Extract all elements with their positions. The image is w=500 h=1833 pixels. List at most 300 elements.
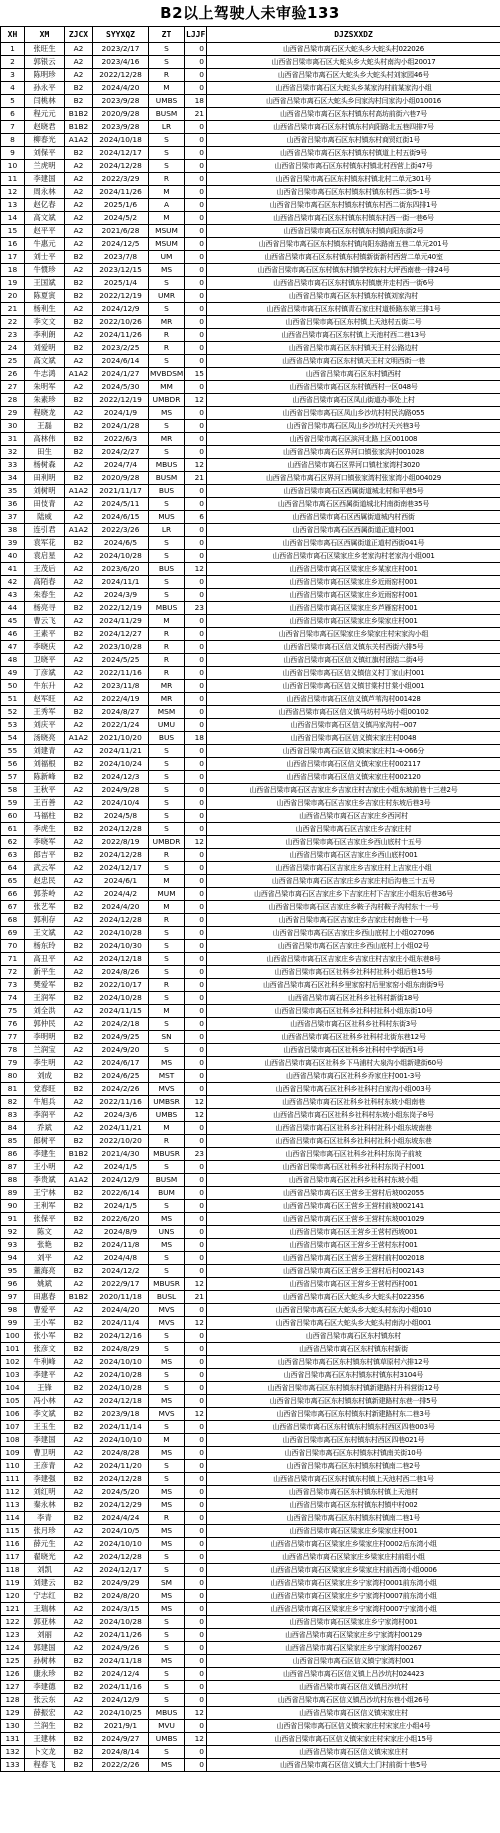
license-class-cell: A2 (65, 381, 93, 394)
points-cell: 0 (185, 823, 207, 836)
validity-date-cell: 2022/8/19 (93, 836, 149, 849)
driver-name-cell: 王素平 (25, 628, 65, 641)
validity-date-cell: 2022/12/19 (93, 602, 149, 615)
driver-name-cell: 孙树林 (25, 1655, 65, 1668)
driver-name-cell: 王文斌 (25, 927, 65, 940)
status-code-cell: S (149, 992, 185, 1005)
license-class-cell: A2 (65, 1525, 93, 1538)
validity-date-cell: 2024/9/28 (93, 784, 149, 797)
table-row (1, 771, 500, 784)
license-class-cell: A2 (65, 1356, 93, 1369)
status-code-cell: S (149, 277, 185, 290)
status-code-cell: M (149, 82, 185, 95)
row-index-cell: 93 (1, 1239, 25, 1252)
row-index-cell: 32 (1, 446, 25, 459)
license-class-cell: A2 (65, 225, 93, 238)
status-code-cell: S (149, 1330, 185, 1343)
driver-name-cell: 薛振宏 (25, 1707, 65, 1720)
driver-name-cell: 王利军 (25, 1200, 65, 1213)
table-row (1, 576, 500, 589)
status-code-cell: MVBDSM (149, 368, 185, 381)
license-class-cell: A2 (65, 1278, 93, 1291)
table-row (1, 1018, 500, 1031)
validity-date-cell: 2024/8/26 (93, 966, 149, 979)
status-code-cell: S (149, 1421, 185, 1434)
points-cell: 0 (185, 498, 207, 511)
validity-date-cell: 2024/12/28 (93, 849, 149, 862)
table-row (1, 1083, 500, 1096)
address-cell: 山西省吕梁市离石区东村镇东村镇道上村五街9号 (207, 147, 500, 160)
validity-date-cell: 2024/12/9 (93, 303, 149, 316)
row-index-cell: 54 (1, 732, 25, 745)
validity-date-cell: 2023/6/20 (93, 563, 149, 576)
validity-date-cell: 2024/10/28 (93, 1616, 149, 1629)
validity-date-cell: 2021/10/20 (93, 732, 149, 745)
row-index-cell: 57 (1, 771, 25, 784)
validity-date-cell: 2024/2/27 (93, 446, 149, 459)
license-class-cell: B2 (65, 1135, 93, 1148)
row-index-cell: 78 (1, 1044, 25, 1057)
driver-name-cell: 董海亮 (25, 1265, 65, 1278)
points-cell: 0 (185, 524, 207, 537)
driver-name-cell: 刘士平 (25, 251, 65, 264)
license-class-cell: B2 (65, 1408, 93, 1421)
status-code-cell: M (149, 1434, 185, 1447)
row-index-cell: 51 (1, 693, 25, 706)
points-cell: 0 (185, 1395, 207, 1408)
license-class-cell: B2 (65, 1187, 93, 1200)
address-cell: 山西省吕梁市离石区梁家庄乡梁家庄村前组小组 (207, 1551, 500, 1564)
driver-name-cell: 赵亿春 (25, 199, 65, 212)
points-cell: 0 (185, 862, 207, 875)
status-code-cell: MS (149, 1213, 185, 1226)
row-index-cell: 133 (1, 1759, 25, 1772)
points-cell: 0 (185, 1746, 207, 1759)
license-class-cell: A2 (65, 693, 93, 706)
points-cell: 0 (185, 1226, 207, 1239)
license-class-cell: A2 (65, 69, 93, 82)
license-class-cell: A2 (65, 1252, 93, 1265)
address-cell: 山西省吕梁市离石区吉家庄乡西山底村上小组02号 (207, 940, 500, 953)
points-cell: 0 (185, 914, 207, 927)
validity-date-cell: 2023/9/28 (93, 121, 149, 134)
address-cell: 山西省吕梁市离石区界河口镇杜家湾村3020 (207, 459, 500, 472)
table-row (1, 1330, 500, 1343)
validity-date-cell: 2024/11/26 (93, 186, 149, 199)
address-cell: 山西省吕梁市离石区东村镇东村镇东村西二街5-1号 (207, 186, 500, 199)
validity-date-cell: 2024/11/16 (93, 1681, 149, 1694)
license-class-cell: A2 (65, 654, 93, 667)
table-row (1, 1434, 500, 1447)
license-class-cell: B2 (65, 251, 93, 264)
points-cell: 23 (185, 602, 207, 615)
address-cell: 山西省吕梁市离石区社科乡社科村东坡小组 (207, 1174, 500, 1187)
table-row (1, 1564, 500, 1577)
points-cell: 0 (185, 69, 207, 82)
address-cell: 山西省吕梁市离石区东村镇东村镇东村西一街一巷6号 (207, 212, 500, 225)
status-code-cell: S (149, 1694, 185, 1707)
row-index-cell: 129 (1, 1707, 25, 1720)
driver-name-cell: 田惠春 (25, 1291, 65, 1304)
driver-name-cell: 李建平 (25, 1369, 65, 1382)
status-code-cell: S (149, 797, 185, 810)
table-row (1, 1200, 500, 1213)
points-cell: 0 (185, 628, 207, 641)
validity-date-cell: 2024/3/6 (93, 1109, 149, 1122)
table-row (1, 745, 500, 758)
points-cell: 0 (185, 1135, 207, 1148)
points-cell: 0 (185, 1525, 207, 1538)
table-row (1, 420, 500, 433)
license-class-cell: A2 (65, 784, 93, 797)
points-cell: 12 (185, 563, 207, 576)
points-cell: 0 (185, 1694, 207, 1707)
address-cell: 山西省吕梁市离石区梁家庄乡芦雁窑村001 (207, 602, 500, 615)
row-index-cell: 86 (1, 1148, 25, 1161)
driver-name-cell: 兰虎明 (25, 160, 65, 173)
driver-name-cell: 李建生 (25, 1148, 65, 1161)
status-code-cell: MBUS (149, 459, 185, 472)
validity-date-cell: 2024/1/5 (93, 1200, 149, 1213)
table-row (1, 43, 500, 56)
table-row (1, 1460, 500, 1473)
points-cell: 0 (185, 927, 207, 940)
validity-date-cell: 2020/11/18 (93, 1291, 149, 1304)
table-row (1, 1733, 500, 1746)
license-class-cell: A2 (65, 498, 93, 511)
status-code-cell: R (149, 69, 185, 82)
license-class-cell: A2 (65, 186, 93, 199)
license-class-cell: B2 (65, 316, 93, 329)
address-cell: 山西省吕梁市离石区东村镇东村镇向阳东街2号 (207, 225, 500, 238)
status-code-cell: S (149, 823, 185, 836)
table-row (1, 1642, 500, 1655)
driver-name-cell: 王瑞林 (25, 1603, 65, 1616)
license-class-cell: A2 (65, 1304, 93, 1317)
table-row (1, 1447, 500, 1460)
validity-date-cell: 2022/6/3 (93, 433, 149, 446)
table-row (1, 1395, 500, 1408)
license-class-cell: B2 (65, 992, 93, 1005)
driver-name-cell: 翟晓光 (25, 1551, 65, 1564)
validity-date-cell: 2024/4/20 (93, 901, 149, 914)
status-code-cell: S (149, 576, 185, 589)
status-code-cell: S (149, 446, 185, 459)
row-index-cell: 3 (1, 69, 25, 82)
validity-date-cell: 2024/8/28 (93, 1447, 149, 1460)
table-row (1, 342, 500, 355)
address-cell: 山西省吕梁市离石区信义镇宋家庄村宋家庄小组15号 (207, 1733, 500, 1746)
license-class-cell: B2 (65, 1746, 93, 1759)
license-class-cell: B2 (65, 1031, 93, 1044)
points-cell: 18 (185, 732, 207, 745)
address-cell: 山西省吕梁市离石区社科乡社科村东岗子村001 (207, 1161, 500, 1174)
address-cell: 山西省吕梁市离石区东村镇东村镇上天池村 (207, 1486, 500, 1499)
license-class-cell: A2 (65, 1044, 93, 1057)
table-row (1, 160, 500, 173)
status-code-cell: MM (149, 381, 185, 394)
license-class-cell: A2 (65, 1096, 93, 1109)
table-row (1, 394, 500, 407)
row-index-cell: 4 (1, 82, 25, 95)
points-cell: 0 (185, 446, 207, 459)
points-cell: 0 (185, 1447, 207, 1460)
validity-date-cell: 2024/12/16 (93, 1330, 149, 1343)
table-row (1, 290, 500, 303)
validity-date-cell: 2024/5/8 (93, 810, 149, 823)
status-code-cell: S (149, 1382, 185, 1395)
license-class-cell: A2 (65, 1486, 93, 1499)
driver-name-cell: 宁志红 (25, 1590, 65, 1603)
status-code-cell: R (149, 667, 185, 680)
validity-date-cell: 2025/1/6 (93, 199, 149, 212)
table-row (1, 1759, 500, 1772)
license-class-cell: A2 (65, 1694, 93, 1707)
row-index-cell: 126 (1, 1668, 25, 1681)
license-class-cell: A2 (65, 615, 93, 628)
driver-name-cell: 乔斌 (25, 1122, 65, 1135)
validity-date-cell: 2024/8/9 (93, 1226, 149, 1239)
driver-name-cell: 杨利生 (25, 303, 65, 316)
column-header: ZJCX (65, 27, 93, 43)
row-index-cell: 119 (1, 1577, 25, 1590)
driver-name-cell: 田伎青 (25, 498, 65, 511)
address-cell: 山西省吕梁市离石区社科乡社科村社科小组东街10号 (207, 1005, 500, 1018)
column-header: SYYXQZ (93, 27, 149, 43)
status-code-cell: R (149, 1135, 185, 1148)
license-class-cell: B1B2 (65, 1148, 93, 1161)
row-index-cell: 118 (1, 1564, 25, 1577)
row-index-cell: 125 (1, 1655, 25, 1668)
status-code-cell: S (149, 810, 185, 823)
table-row (1, 810, 500, 823)
license-class-cell: B2 (65, 420, 93, 433)
status-code-cell: SN (149, 1031, 185, 1044)
column-header: DJZSXXDZ (207, 27, 500, 43)
column-header: XM (25, 27, 65, 43)
status-code-cell: UMBDR (149, 394, 185, 407)
table-row (1, 1096, 500, 1109)
license-class-cell: A2 (65, 329, 93, 342)
address-cell: 山西省吕梁市离石区吉家庄乡下吉家庄村下吉家庄小组东后巷36号 (207, 888, 500, 901)
row-index-cell: 46 (1, 628, 25, 641)
driver-name-cell: 陈新峰 (25, 771, 65, 784)
address-cell: 山西省吕梁市离石区信义镇红旗村团结二街4号 (207, 654, 500, 667)
address-cell: 山西省吕梁市离石区社科乡社科村社科小组东坡南巷 (207, 1122, 500, 1135)
points-cell: 0 (185, 1603, 207, 1616)
row-index-cell: 59 (1, 797, 25, 810)
license-class-cell: A2 (65, 966, 93, 979)
address-cell: 山西省吕梁市离石区东村镇东村高坊前街六巷7号 (207, 108, 500, 121)
table-row (1, 212, 500, 225)
table-row (1, 1304, 500, 1317)
status-code-cell: MVS (149, 1304, 185, 1317)
table-row (1, 693, 500, 706)
status-code-cell: S (149, 1551, 185, 1564)
points-cell: 0 (185, 121, 207, 134)
points-cell: 0 (185, 186, 207, 199)
points-cell: 0 (185, 1577, 207, 1590)
row-index-cell: 100 (1, 1330, 25, 1343)
validity-date-cell: 2022/3/26 (93, 524, 149, 537)
validity-date-cell: 2022/3/29 (93, 173, 149, 186)
row-index-cell: 1 (1, 43, 25, 56)
table-row (1, 563, 500, 576)
row-index-cell: 102 (1, 1356, 25, 1369)
license-class-cell: B2 (65, 537, 93, 550)
driver-name-cell: 张月珍 (25, 1525, 65, 1538)
table-row (1, 1408, 500, 1421)
driver-name-cell: 赵忠民 (25, 875, 65, 888)
address-cell: 山西省吕梁市离石区王营乡王营村西村001 (207, 1278, 500, 1291)
license-class-cell: B2 (65, 771, 93, 784)
status-code-cell: MSUM (149, 238, 185, 251)
table-row (1, 134, 500, 147)
table-row (1, 1148, 500, 1161)
address-cell: 山西省吕梁市离石区东村镇东村镇南关街10号 (207, 1447, 500, 1460)
points-cell: 21 (185, 1291, 207, 1304)
validity-date-cell: 2023/11/8 (93, 680, 149, 693)
points-cell: 0 (185, 82, 207, 95)
validity-date-cell: 2024/11/4 (93, 1317, 149, 1330)
row-index-cell: 123 (1, 1629, 25, 1642)
points-cell: 0 (185, 1629, 207, 1642)
points-cell: 0 (185, 1343, 207, 1356)
points-cell: 12 (185, 1317, 207, 1330)
validity-date-cell: 2024/12/9 (93, 1694, 149, 1707)
row-index-cell: 39 (1, 537, 25, 550)
row-index-cell: 107 (1, 1421, 25, 1434)
status-code-cell: R (149, 342, 185, 355)
license-class-cell: A2 (65, 1434, 93, 1447)
table-row (1, 485, 500, 498)
points-cell: 0 (185, 1174, 207, 1187)
points-cell: 0 (185, 1304, 207, 1317)
points-cell: 0 (185, 1122, 207, 1135)
points-cell: 0 (185, 147, 207, 160)
address-cell: 山西省吕梁市离石区东村镇天王村公路边村 (207, 342, 500, 355)
address-cell: 山西省吕梁市离石区东村镇东村镇刘家沟村 (207, 290, 500, 303)
validity-date-cell: 2024/7/4 (93, 459, 149, 472)
status-code-cell: MS (149, 1538, 185, 1551)
validity-date-cell: 2024/9/29 (93, 1577, 149, 1590)
row-index-cell: 71 (1, 953, 25, 966)
driver-name-cell: 武云军 (25, 862, 65, 875)
address-cell: 山西省吕梁市离石区东村镇东村镇南二巷2号 (207, 1460, 500, 1473)
row-index-cell: 53 (1, 719, 25, 732)
table-row (1, 1187, 500, 1200)
address-cell: 山西省吕梁市离石区社科乡社科村东岗子前坡 (207, 1148, 500, 1161)
driver-name-cell: 郭银云 (25, 56, 65, 69)
driver-name-cell: 刘保平 (25, 147, 65, 160)
license-class-cell: B2 (65, 940, 93, 953)
validity-date-cell: 2024/11/29 (93, 615, 149, 628)
row-index-cell: 31 (1, 433, 25, 446)
row-index-cell: 85 (1, 1135, 25, 1148)
points-cell: 0 (185, 316, 207, 329)
row-index-cell: 83 (1, 1109, 25, 1122)
address-cell: 山西省吕梁市离石区吉家庄乡吉家庄村 (207, 823, 500, 836)
driver-name-cell: 周永林 (25, 186, 65, 199)
driver-name-cell: 王小军 (25, 1317, 65, 1330)
row-index-cell: 27 (1, 381, 25, 394)
table-row (1, 1213, 500, 1226)
address-cell: 山西省吕梁市离石区社科乡社科村东坡小组东岗子8号 (207, 1109, 500, 1122)
validity-date-cell: 2024/12/17 (93, 1564, 149, 1577)
address-cell: 山西省吕梁市离石区社科乡里家窑村后里家窑小组东南街9号 (207, 979, 500, 992)
status-code-cell: MS (149, 1486, 185, 1499)
row-index-cell: 81 (1, 1083, 25, 1096)
address-cell: 山西省吕梁市离石区梁家庄乡梁家庄村001 (207, 615, 500, 628)
driver-name-cell: 新平生 (25, 966, 65, 979)
driver-name-cell: 卫晓平 (25, 654, 65, 667)
status-code-cell: S (149, 1668, 185, 1681)
row-index-cell: 111 (1, 1473, 25, 1486)
license-class-cell: A2 (65, 1018, 93, 1031)
address-cell: 山西省吕梁市离石区吉家庄乡吉家庄村吉家庄小组东巷8号 (207, 953, 500, 966)
table-row (1, 732, 500, 745)
validity-date-cell: 2024/12/28 (93, 914, 149, 927)
driver-name-cell: 王润军 (25, 992, 65, 1005)
table-row (1, 56, 500, 69)
address-cell: 山西省吕梁市离石区信义镇东关村西街六排5号 (207, 641, 500, 654)
address-cell: 山西省吕梁市离石区信义镇吕沙坑村 (207, 1681, 500, 1694)
address-cell: 山西省吕梁市离石区东村镇东村西区四巷021号 (207, 1434, 500, 1447)
status-code-cell: SM (149, 1577, 185, 1590)
page-title: B2以上驾驶人未审验133 (160, 4, 340, 22)
points-cell: 0 (185, 1538, 207, 1551)
row-index-cell: 38 (1, 524, 25, 537)
license-class-cell: A2 (65, 1616, 93, 1629)
validity-date-cell: 2022/6/20 (93, 1213, 149, 1226)
address-cell: 山西省吕梁市离石区东村镇东村镇向阳东路南五巷二单元201号 (207, 238, 500, 251)
status-code-cell: S (149, 147, 185, 160)
table-row (1, 1629, 500, 1642)
row-index-cell: 50 (1, 680, 25, 693)
status-code-cell: MBUSR (149, 1148, 185, 1161)
points-cell: 0 (185, 1642, 207, 1655)
license-class-cell: A2 (65, 875, 93, 888)
row-index-cell: 124 (1, 1642, 25, 1655)
table-row (1, 1122, 500, 1135)
license-class-cell: B1B2 (65, 108, 93, 121)
address-cell: 山西省吕梁市离石区梁家庄乡近雨窑村001 (207, 589, 500, 602)
points-cell: 0 (185, 992, 207, 1005)
status-code-cell: R (149, 1512, 185, 1525)
row-index-cell: 45 (1, 615, 25, 628)
table-header (1, 27, 500, 43)
row-index-cell: 10 (1, 160, 25, 173)
points-cell: 0 (185, 1330, 207, 1343)
row-index-cell: 70 (1, 940, 25, 953)
address-cell: 山西省吕梁市离石区东村镇东村镇东村3104号 (207, 1369, 500, 1382)
address-cell: 山西省吕梁市离石区信义镇宋家庄村1-4-066分 (207, 745, 500, 758)
address-cell: 山西省吕梁市离石区界河口镇张家湾村张家湾小组004029 (207, 472, 500, 485)
address-cell: 山西省吕梁市离石区梁家庄乡宁家湾村001 (207, 1616, 500, 1629)
driver-name-cell: 刘建云 (25, 1577, 65, 1590)
table-row (1, 641, 500, 654)
points-cell: 0 (185, 134, 207, 147)
status-code-cell: M (149, 875, 185, 888)
status-code-cell: UMBS (149, 1733, 185, 1746)
validity-date-cell: 2024/12/28 (93, 823, 149, 836)
license-class-cell: A2 (65, 797, 93, 810)
table-row (1, 888, 500, 901)
license-class-cell: A2 (65, 212, 93, 225)
row-index-cell: 52 (1, 706, 25, 719)
address-cell: 山西省吕梁市离石区东村镇东村新街 (207, 1343, 500, 1356)
address-cell: 山西省吕梁市离石区大蛇头乡大蛇头村022026 (207, 43, 500, 56)
